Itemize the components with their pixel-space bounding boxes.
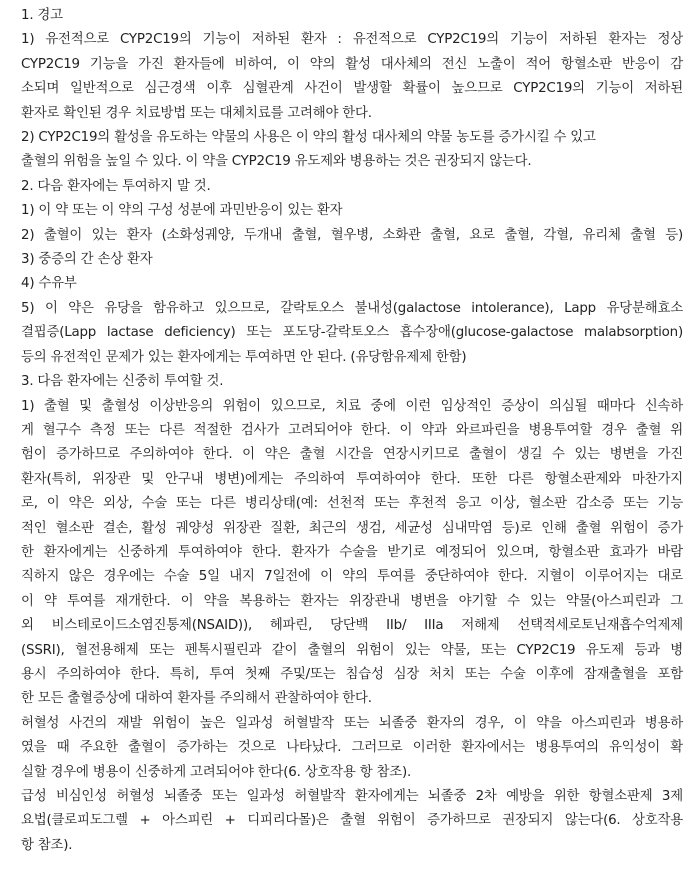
text-line: 허혈성 사건의 재발 위험이 높은 일과성 허혈발작 또는 뇌졸중 환자의 경우, 이 약을 아스피린과 병용하 [21,715,683,731]
text-line: 한 모든 출혈증상에 대하여 환자를 주의해서 관찰하여야 한다. [21,691,372,707]
text-line: 외 비스테로이드소염진통제(NSAID)), 헤파린, 당단백 IIb/ IIIa 저해제 선택적세로토닌재흡수억제제 [21,618,683,634]
text-line: 소되며 일반적으로 심근경색 이후 심혈관계 사건이 발생할 확률이 높으므로 CYP2C19의 기능이 저하된 [21,81,683,97]
text-line: 환자로 확인된 경우 치료방법 또는 대체치료를 고려해야 한다. [21,105,372,121]
section-heading: 1. 경고 [21,8,63,23]
text-line: 2) 출혈이 있는 환자 (소화성궤양, 두개내 출혈, 혈우병, 소화관 출혈, 요로 출혈, 각혈, 유리체 출혈 등) [21,227,683,243]
text-line: 4) 수유부 [21,276,77,292]
text-line: 한 환자에게는 신중하게 투여하여야 한다. 환자가 수술을 받기로 예정되어 있으며, 항혈소판 효과가 바람 [21,544,683,560]
text-line: 1) 출혈 및 출혈성 이상반응의 위험이 있으므로, 치료 중에 이런 임상적인 증상이 의심될 때마다 신속하 [21,398,683,414]
section-heading: 2. 다음 환자에는 투여하지 말 것. [21,178,211,194]
text-line: 5) 이 약은 유당을 함유하고 있으므로, 갈락토오스 불내성(galactose intolerance), Lapp 유당분해효소 [21,300,683,316]
text-line: 이 약 투여를 재개한다. 이 약을 복용하는 환자는 위장관내 병변을 야기할 수 있는 약물(아스피린과 그 [21,593,683,609]
text-line: 출혈의 위험을 높일 수 있다. 이 약을 CYP2C19 유도제와 병용하는 것은 권장되지 않는다. [21,154,532,170]
text-line: 적인 혈소판 결손, 활성 궤양성 위장관 질환, 최근의 생검, 세균성 심내막염 등)로 인해 출혈 위험이 증가 [21,520,683,536]
section-heading: 3. 다음 환자에는 신중히 투여할 것. [21,374,224,390]
text-line: 항 참조). [21,837,73,853]
text-line: 로, 이 약은 외상, 수술 또는 다른 병리상태(예: 선천적 또는 후천적 응고 이상, 혈소판 감소증 또는 기능 [21,496,683,512]
text-line: 실할 경우에 병용이 신중하게 고려되어야 한다(6. 상호작용 항 참조). [21,764,412,780]
text-line: 게 혈구수 측정 또는 다른 적절한 검사가 고려되어야 한다. 이 약과 와르파린을 병용투여할 경우 출혈 위 [21,422,683,438]
text-line: (SSRI), 혈전용해제 또는 펜톡시필린과 같이 출혈의 위험이 있는 약물, 또는 CYP2C19 유도제 등과 병 [21,642,683,658]
text-line: 등의 유전적인 문제가 있는 환자에게는 투여하면 안 된다. (유당함유제제 한함) [21,349,467,365]
text-line: 직하지 않은 경우에는 수술 5일 내지 7일전에 이 약의 투여를 중단하여야 한다. 지혈이 이루어지는 대로 [21,569,683,585]
text-line: 요법(클로피도그렐 + 아스피린 + 디피리다몰)은 출혈 위험이 증가하므로 권장되지 않는다(6. 상호작용 [21,813,683,829]
text-line: 급성 비심인성 허혈성 뇌졸중 또는 일과성 허혈발작 환자에게는 뇌졸중 2차 예방을 위한 항혈소판제 3제 [21,789,683,804]
text-line: 1) 이 약 또는 이 약의 구성 성분에 과민반응이 있는 환자 [21,203,343,219]
text-line: 1) 유전적으로 CYP2C19의 기능이 저하된 환자 : 유전적으로 CYP2C19의 기능이 저하된 환자는 정상 [21,32,683,48]
text-line: 결핍증(Lapp lactase deficiency) 또는 포도당-갈락토오스 흡수장애(glucose-galactose malabsorption) [21,325,683,341]
text-line: 환자(특히, 위장관 및 안구내 병변)에게는 주의하여 투여하여야 한다. 또한 다른 항혈소판제와 마찬가지 [21,471,683,487]
text-line: 험이 증가하므로 주의하여야 한다. 이 약은 출혈 시간을 연장시키므로 출혈이 생길 수 있는 병변을 가진 [21,447,683,463]
text-line: 3) 중증의 간 손상 환자 [21,252,153,268]
text-line: CYP2C19 기능을 가진 환자들에 비하여, 이 약의 활성 대사체의 전신 노출이 적어 항혈소판 반응이 감 [21,56,683,72]
text-line: 2) CYP2C19의 활성을 유도하는 약물의 사용은 이 약의 활성 대사체의 약물 농도를 증가시킬 수 있고 [21,130,596,146]
text-line: 였을 때 주요한 출혈이 증가하는 것으로 나타났다. 그러므로 이러한 환자에서는 병용투여의 유익성이 확 [21,740,683,756]
text-line: 용시 주의하여야 한다. 특히, 투여 첫째 주및/또는 침습성 심장 처치 또는 수술 이후에 잠재출혈을 포함 [21,666,683,682]
